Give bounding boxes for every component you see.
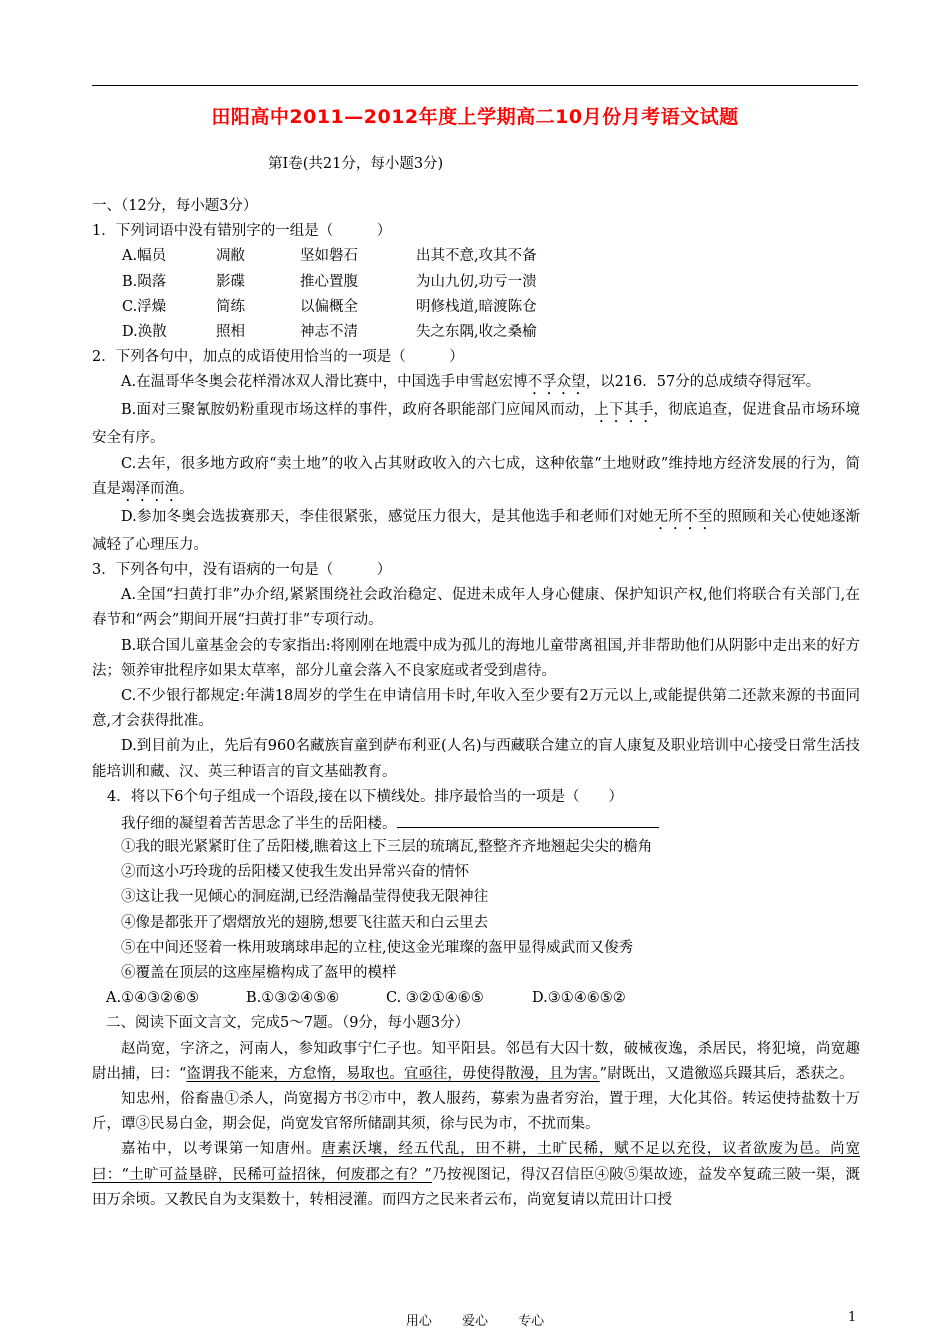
choice: D.③①④⑥⑤② [532, 990, 626, 1007]
option-cell: D.涣散 [122, 323, 167, 340]
option-cell: C.浮燥 [122, 298, 167, 315]
choice: C. ③②①④⑥⑤ [386, 990, 484, 1007]
option-text: ，以216．57分的总成绩夺得冠军。 [585, 374, 821, 391]
passage-text: ”尉既出，又遣徼巡兵蹑其后，悉获之。 [599, 1065, 854, 1082]
option-cell: 明修栈道,暗渡陈仓 [416, 298, 537, 315]
option-cell: 照相 [216, 323, 245, 340]
option-cell: 失之东隅,收之桑榆 [416, 323, 537, 340]
question-2-option-d [92, 505, 860, 558]
option-cell: B.陨落 [122, 273, 167, 290]
exam-body [92, 194, 860, 1213]
question-1-option-c [92, 295, 860, 320]
question-3-stem: 3．下列各句中，没有语病的一句是（ ） [92, 561, 392, 578]
option-cell: 坚如磐石 [300, 248, 358, 265]
option-text: D.参加冬奥会选拔赛那天，李佳很紧张，感觉压力很大，是其他选手和老师们对她 [121, 508, 654, 525]
question-4-item: ②而这小巧玲珑的岳阳楼又使我生发出异常兴奋的情怀 [121, 864, 469, 881]
section-2-heading: 二、阅读下面文言文，完成5～7题。（9分，每小题3分） [106, 1015, 470, 1032]
paper-section-label: 第Ⅰ卷(共21分，每小题3分) [268, 156, 444, 172]
question-4-item: ⑤在中间还竖着一株用玻璃球串起的立柱,使这金光璀璨的盔甲显得威武而又俊秀 [121, 939, 634, 956]
choice: A.①④③②⑥⑤ [106, 990, 200, 1007]
answer-blank [397, 810, 659, 828]
question-1-option-a [92, 244, 860, 269]
passage-paragraph-2: 知忠州，俗畜蛊①杀人，尚宽揭方书②市中，教人服药，募索为蛊者穷治，置于理，大化其俗。转运使持盐数十万斤，谭③民易白金，期会促，尚宽发官帑所储副其须，徐与民为市，不扰而集。 [92, 1091, 860, 1133]
header-rule [92, 85, 858, 86]
choice: B.①③②④⑤⑥ [246, 990, 340, 1007]
question-3-option-b: B.联合国儿童基金会的专家指出:将刚刚在地震中成为孤儿的海地儿童带离祖国,并非帮助他们从阴影中走出来的好方法；领养审批程序如果太草率，部分儿童会落入不良家庭或者受到虐待。 [92, 637, 860, 679]
option-cell: 以偏概全 [300, 298, 358, 315]
option-text: C.去年，很多地方政府“卖土地”的收入占其财政收入的六七成，这种依靠“土地财政”维持地方经济发展的行为，简直是 [92, 455, 860, 497]
question-1-stem: 1．下列词语中没有错别字的一组是（ ） [92, 223, 392, 240]
exam-title: 田阳高中2011—2012年度上学期高二10月份月考语文试题 [211, 106, 739, 128]
option-cell: 为山九仞,功亏一溃 [416, 273, 537, 290]
option-text: ，彻底追查，促进食品市场环境安全有序。 [92, 402, 861, 447]
option-cell: 出其不意,攻其不备 [416, 248, 537, 265]
question-3-option-c: C.不少银行都规定:年满18周岁的学生在申请信用卡时,年收入至少要有2万元以上,或能提供第二还款来源的书面同意,才会获得批准。 [92, 687, 860, 730]
passage-paragraph-3 [92, 1137, 860, 1213]
passage-text: 嘉祐中，以考课第一知唐州。 [121, 1141, 322, 1158]
question-4-item: ③这让我一见倾心的洞庭湖,已经浩瀚晶莹得使我无限神往 [121, 889, 489, 906]
option-cell: A.幅员 [122, 248, 167, 265]
question-4-lead [92, 810, 860, 835]
underlined-sentence: 盗谓我不能来，方怠惰，易取也。宜亟往，毋使得散漫，且为害。 [186, 1065, 600, 1082]
option-cell: 影碟 [216, 273, 245, 290]
question-4-choices [92, 986, 860, 1011]
option-cell: 推心置腹 [300, 273, 358, 290]
passage-text: 乃按视图记，得汉召信臣④陂⑤渠故迹，益发卒复疏三陂一渠，溉田万余顷。又教民自为支渠数十，转相浸灌。而四方之民来者云布，尚宽复请以荒田计口授 [92, 1166, 860, 1208]
dotted-idiom: 无所不至 [653, 508, 713, 525]
question-4-stem: 4．将以下6个句子组成一个语段,接在以下横线处。排序最恰当的一项是（ ） [107, 788, 624, 805]
question-1-option-d [92, 320, 860, 345]
option-cell: 简练 [216, 298, 245, 315]
question-2-option-c [92, 452, 860, 505]
dotted-idiom: 竭泽而渔 [121, 480, 179, 497]
footer-motto: 用心 爱心 专心 [405, 1314, 545, 1329]
dotted-idiom: 上下其手 [594, 402, 654, 419]
dotted-idiom: 不孚众望 [527, 374, 586, 391]
option-text: B.面对三聚氰胺奶粉重现市场这样的事件，政府各职能部门应闻风而动， [121, 402, 595, 419]
passage-paragraph-1 [92, 1037, 860, 1087]
question-2-stem: 2．下列各句中，加点的成语使用恰当的一项是（ ） [92, 349, 464, 366]
lead-sentence: 我仔细的凝望着苦苦思念了半生的岳阳楼。 [121, 815, 397, 832]
option-text: A.在温哥华冬奥会花样滑冰双人滑比赛中，中国选手申雪赵宏博 [121, 374, 528, 391]
option-text: 的照顾和关心使她逐渐减轻了心理压力。 [92, 508, 861, 553]
passage-text: 赵尚宽，字济之，河南人，参知政事宁仁子也。知平阳县。邻邑有大囚十数，破械夜逸，杀居民，将犯境，尚宽趣尉出捕，曰：“ [92, 1040, 860, 1082]
option-cell: 凋敝 [216, 248, 245, 265]
question-2-option-a [92, 370, 860, 398]
question-3-option-a: A.全国“扫黄打非”办介绍,紧紧围绕社会政治稳定、促进未成年人身心健康、保护知识产权,他们将联合有关部门,在春节和“两会”期间开展“扫黄打非”专项行动。 [92, 587, 860, 629]
question-1-option-b [92, 270, 860, 295]
underlined-sentence: 唐素沃壤，经五代乱，田不耕，土旷民稀，赋不足以充役，议者欲废为邑。尚宽曰：“土旷可益垦辟，民稀可益招徕，何废郡之有？” [92, 1141, 861, 1183]
question-4-item: ①我的眼光紧紧盯住了岳阳楼,瞧着这上下三层的琉璃瓦,整整齐齐地翘起尖尖的檐角 [121, 839, 653, 856]
option-cell: 神志不清 [300, 323, 358, 340]
question-4-item: ⑥覆盖在顶层的这座屋檐构成了盔甲的模样 [121, 965, 397, 982]
section-1-heading: 一、（12分，每小题3分） [92, 198, 258, 214]
option-text: 。 [179, 480, 194, 497]
page-number: 1 [848, 1310, 857, 1325]
question-3-option-d: D.到目前为止，先后有960名藏族盲童到萨布利亚(人名)与西藏联合建立的盲人康复及职业培训中心接受日常生活技能培训和藏、汉、英三种语言的盲文基础教育。 [92, 738, 860, 780]
question-2-option-b [92, 398, 860, 451]
question-4-item: ④像是都张开了熠熠放光的翅膀,想要飞往蓝天和白云里去 [121, 914, 489, 931]
